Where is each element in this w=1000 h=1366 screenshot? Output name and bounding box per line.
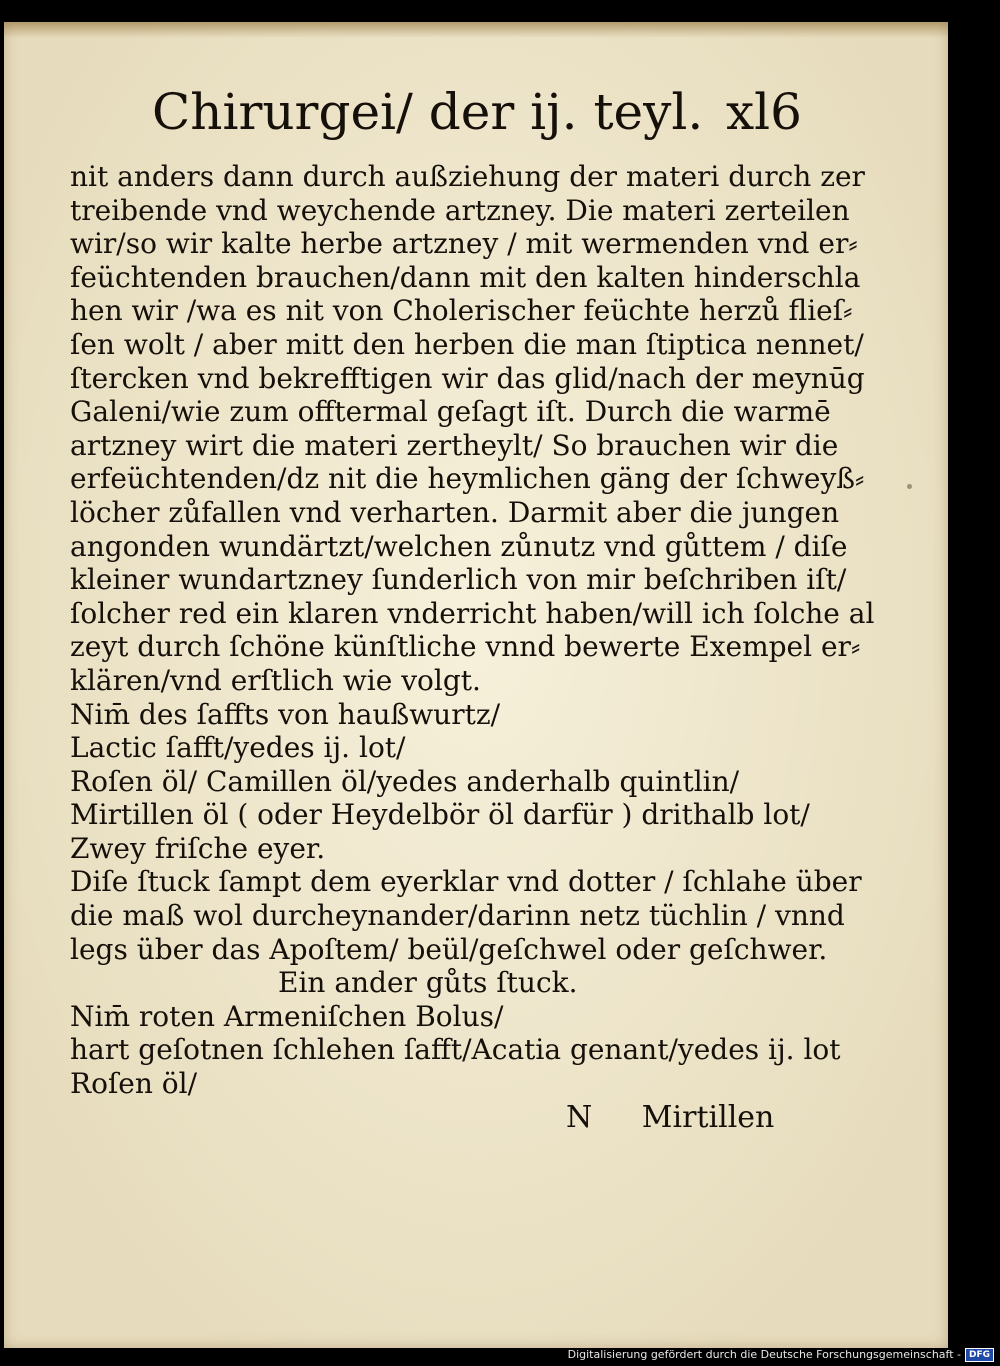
text-line: die maß wol durcheynander/darinn netz tüchlin / vnnd xyxy=(70,899,845,933)
text-line: ſolcher red ein klaren vnderricht haben/will ich ſolche al xyxy=(70,596,875,630)
text-line: klären/vnd erſtlich wie volgt. xyxy=(70,663,481,697)
recipe-line: Zwey friſche eyer. xyxy=(70,831,326,865)
folio-number: xl6 xyxy=(725,83,802,141)
text-line: ſtercken vnd bekrefftigen wir das glid/nach der meynūg xyxy=(70,361,865,395)
paper-speck xyxy=(907,484,912,489)
text-line: angonden wundärtzt/welchen zůnutz vnd gůttem / diſe xyxy=(70,529,848,563)
text-line: Diſe ſtuck ſampt dem eyerklar vnd dotter / ſchlahe über xyxy=(70,865,862,899)
page-title: Chirurgei/ der ij. teyl. xyxy=(152,83,704,141)
text-line: kleiner wundartzney ſunderlich von mir beſchriben iſt/ xyxy=(70,563,847,597)
text-line: feüchtenden brauchen/dann mit den kalten hinderschla xyxy=(70,260,861,294)
dfg-logo: DFG xyxy=(965,1348,994,1362)
recipe-line: hart geſotnen ſchlehen ſafft/Acatia genant/yedes ij. lot xyxy=(70,1033,841,1067)
recipe-line: Roſen öl/ xyxy=(70,1067,198,1101)
section-heading: Ein ander gůts ſtuck. xyxy=(278,966,578,1000)
recipe-line: Nim̄ des ſaffts von haußwurtz/ xyxy=(70,697,501,731)
recipe-line: Nim̄ roten Armeniſchen Bolus/ xyxy=(70,999,504,1033)
text-line: wir/so wir kalte herbe artzney / mit wermenden vnd er⸗ xyxy=(70,227,858,261)
text-line: artzney wirt die materi zertheylt/ So brauchen wir die xyxy=(70,428,839,462)
signature-mark: N xyxy=(566,1100,593,1135)
text-line: ſen wolt / aber mitt den herben die man ſtiptica nennet/ xyxy=(70,327,864,361)
text-line: Galeni/wie zum offtermal geſagt iſt. Durch die warmē xyxy=(70,395,831,429)
recipe-line: Mirtillen öl ( oder Heydelbör öl darfür ) drithalb lot/ xyxy=(70,798,810,832)
digitization-credit xyxy=(568,1348,994,1362)
text-line: löcher zůfallen vnd verharten. Darmit aber die jungen xyxy=(70,495,840,529)
recipe-line: Roſen öl/ Camillen öl/yedes anderhalb quintlin/ xyxy=(70,764,740,798)
text-line: hen wir /wa es nit von Cholerischer feüchte herzů flieſ⸗ xyxy=(70,294,853,328)
catchword: Mirtillen xyxy=(641,1100,775,1135)
text-line: zeyt durch ſchöne künſtliche vnnd bewerte Exempel er⸗ xyxy=(70,630,861,664)
text-line: treibende vnd weychende artzney. Die materi zerteilen xyxy=(70,193,850,227)
credit-text: Digitalisierung gefördert durch die Deutsche Forschungsgemeinschaft - xyxy=(567,1348,961,1361)
recipe-line: Lactic ſafft/yedes ij. lot/ xyxy=(70,731,406,765)
text-line: erfeüchtenden/dz nit die heymlichen gäng der ſchweyß⸗ xyxy=(70,462,865,496)
text-body xyxy=(70,160,875,1101)
catchline xyxy=(566,1098,774,1138)
text-line: nit anders dann durch außziehung der materi durch zer xyxy=(70,160,865,193)
text-line: legs über das Apoſtem/ beül/geſchwel oder geſchwer. xyxy=(70,932,828,966)
book-page xyxy=(4,22,948,1348)
